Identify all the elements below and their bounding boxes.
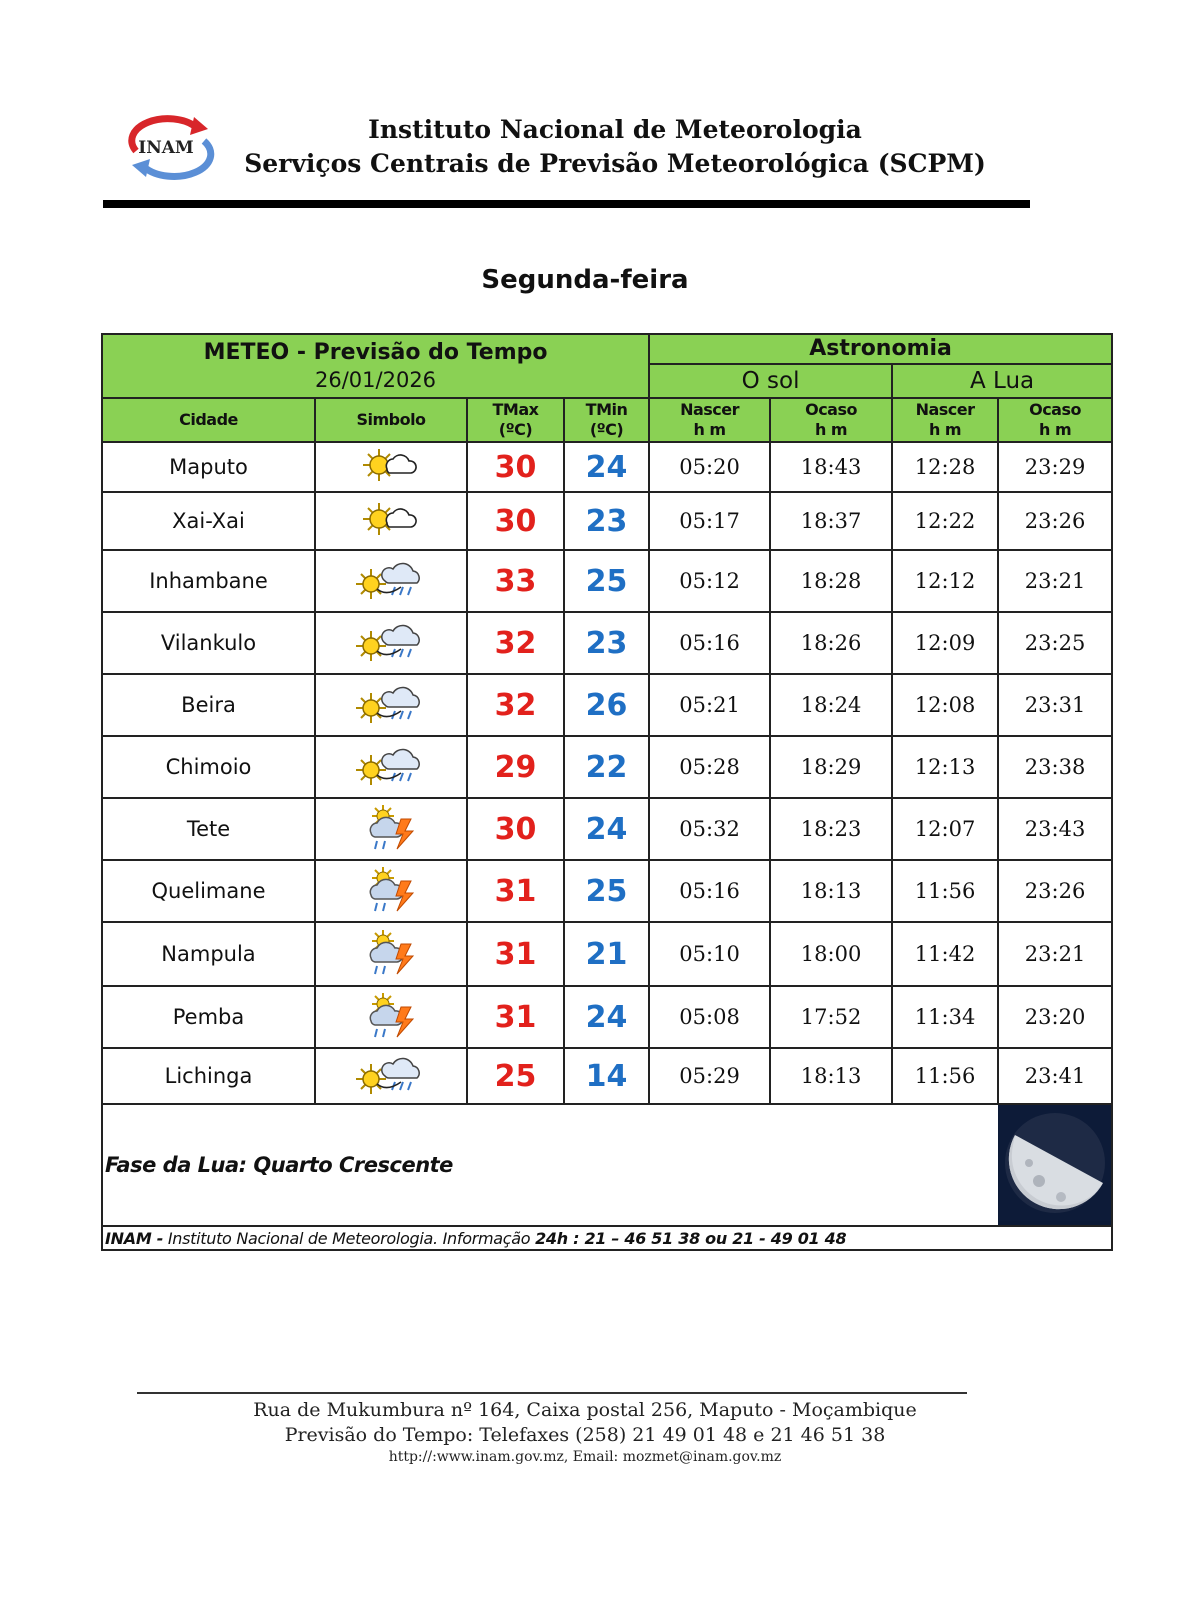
half-moon-icon	[999, 1105, 1111, 1221]
tmin-cell: 14	[564, 1048, 649, 1104]
table-row	[102, 922, 1112, 986]
meteo-title: METEO - Previsão do Tempo	[203, 340, 548, 365]
tmax-cell: 33	[467, 550, 564, 612]
col-sun-rise: Nascer h m	[649, 398, 770, 442]
sun-cloud-icon	[361, 524, 421, 543]
table-row	[102, 612, 1112, 674]
moon-set-cell: 23:21	[998, 550, 1112, 612]
forecast-table	[101, 333, 1113, 1251]
astronomy-title: Astronomia	[649, 334, 1112, 364]
city-cell: Beira	[102, 674, 315, 736]
sun-set-cell: 18:29	[770, 736, 892, 798]
symbol-cell	[315, 798, 467, 860]
phones-line: Previsão do Tempo: Telefaxes (258) 21 49 01 48 e 21 46 51 38	[284, 1424, 886, 1446]
service-name: Serviços Centrais de Previsão Meteorológica (SCPM)	[244, 149, 986, 178]
moon-set-cell: 23:26	[998, 492, 1112, 550]
col-sun-set: Ocaso h m	[770, 398, 892, 442]
moon-set-cell: 23:25	[998, 612, 1112, 674]
svg-text:INAM: INAM	[138, 138, 194, 158]
sun-rain-cloud-icon	[355, 1081, 427, 1100]
city-cell: Nampula	[102, 922, 315, 986]
web-line: http://:www.inam.gov.mz, Email: mozmet@inam.gov.mz	[388, 1449, 782, 1465]
sun-title: O sol	[649, 364, 892, 398]
tmax-cell: 31	[467, 860, 564, 922]
tmax-cell: 30	[467, 492, 564, 550]
symbol-cell	[315, 492, 467, 550]
sun-rise-cell: 05:32	[649, 798, 770, 860]
moon-rise-cell: 11:34	[892, 986, 998, 1048]
city-cell: Lichinga	[102, 1048, 315, 1104]
tmin-cell: 24	[564, 798, 649, 860]
tmin-cell: 24	[564, 986, 649, 1048]
symbol-cell	[315, 986, 467, 1048]
sun-rain-cloud-icon	[355, 710, 427, 729]
table-row	[102, 986, 1112, 1048]
sun-set-cell: 18:13	[770, 1048, 892, 1104]
moon-title: A Lua	[892, 364, 1112, 398]
moon-rise-cell: 11:56	[892, 860, 998, 922]
institute-names	[200, 113, 1030, 181]
tmin-cell: 26	[564, 674, 649, 736]
moon-rise-cell: 12:09	[892, 612, 998, 674]
sun-rise-cell: 05:28	[649, 736, 770, 798]
thunderstorm-icon	[363, 961, 419, 980]
tmin-cell: 23	[564, 612, 649, 674]
symbol-cell	[315, 674, 467, 736]
sun-rise-cell: 05:10	[649, 922, 770, 986]
table-row	[102, 442, 1112, 492]
sun-set-cell: 18:24	[770, 674, 892, 736]
sun-rise-cell: 05:12	[649, 550, 770, 612]
day-title: Segunda-feira	[481, 265, 689, 295]
moon-rise-cell: 12:08	[892, 674, 998, 736]
sun-rain-cloud-icon	[355, 772, 427, 791]
symbol-cell	[315, 612, 467, 674]
moon-phase: Fase da Lua: Quarto Crescente	[102, 1104, 998, 1226]
sun-set-cell: 18:43	[770, 442, 892, 492]
sun-rain-cloud-icon	[355, 648, 427, 667]
col-symbol: Simbolo	[315, 398, 467, 442]
moon-rise-cell: 12:12	[892, 550, 998, 612]
sun-rise-cell: 05:16	[649, 860, 770, 922]
table-row	[102, 550, 1112, 612]
moon-set-cell: 23:41	[998, 1048, 1112, 1104]
sun-set-cell: 18:28	[770, 550, 892, 612]
moon-phase-image	[998, 1104, 1112, 1226]
footer-rule	[137, 1392, 967, 1394]
moon-rise-cell: 11:56	[892, 1048, 998, 1104]
moon-rise-cell: 12:28	[892, 442, 998, 492]
info-line: INAM - Instituto Nacional de Meteorologia. Informação 24h : 21 – 46 51 38 ou 21 - 49 01 48	[102, 1226, 1112, 1250]
sun-rise-cell: 05:21	[649, 674, 770, 736]
sun-set-cell: 18:26	[770, 612, 892, 674]
tmax-cell: 31	[467, 922, 564, 986]
meteo-header-cell	[102, 334, 649, 398]
tmin-cell: 23	[564, 492, 649, 550]
footer-address	[0, 1398, 1170, 1466]
symbol-cell	[315, 1048, 467, 1104]
city-cell: Pemba	[102, 986, 315, 1048]
tmin-cell: 22	[564, 736, 649, 798]
city-cell: Inhambane	[102, 550, 315, 612]
table-row	[102, 736, 1112, 798]
city-cell: Maputo	[102, 442, 315, 492]
sun-set-cell: 18:00	[770, 922, 892, 986]
moon-set-cell: 23:29	[998, 442, 1112, 492]
sun-set-cell: 18:23	[770, 798, 892, 860]
tmax-cell: 29	[467, 736, 564, 798]
table-row	[102, 492, 1112, 550]
moon-set-cell: 23:43	[998, 798, 1112, 860]
thunderstorm-icon	[363, 898, 419, 917]
moon-rise-cell: 11:42	[892, 922, 998, 986]
tmax-cell: 30	[467, 798, 564, 860]
sun-rise-cell: 05:17	[649, 492, 770, 550]
thunderstorm-icon	[363, 1024, 419, 1043]
moon-set-cell: 23:20	[998, 986, 1112, 1048]
tmin-cell: 21	[564, 922, 649, 986]
symbol-cell	[315, 922, 467, 986]
moon-set-cell: 23:38	[998, 736, 1112, 798]
sun-set-cell: 18:37	[770, 492, 892, 550]
sun-rise-cell: 05:16	[649, 612, 770, 674]
tmin-cell: 25	[564, 860, 649, 922]
table-row	[102, 798, 1112, 860]
col-tmin: TMin (ºC)	[564, 398, 649, 442]
tmin-cell: 25	[564, 550, 649, 612]
sun-set-cell: 18:13	[770, 860, 892, 922]
col-city: Cidade	[102, 398, 315, 442]
sun-rain-cloud-icon	[355, 586, 427, 605]
sun-rise-cell: 05:29	[649, 1048, 770, 1104]
table-row	[102, 674, 1112, 736]
tmax-cell: 32	[467, 674, 564, 736]
moon-rise-cell: 12:07	[892, 798, 998, 860]
city-cell: Quelimane	[102, 860, 315, 922]
col-moon-rise: Nascer h m	[892, 398, 998, 442]
tmax-cell: 30	[467, 442, 564, 492]
tmin-cell: 24	[564, 442, 649, 492]
moon-set-cell: 23:21	[998, 922, 1112, 986]
tmax-cell: 25	[467, 1048, 564, 1104]
table-row	[102, 860, 1112, 922]
sun-rise-cell: 05:20	[649, 442, 770, 492]
city-cell: Chimoio	[102, 736, 315, 798]
moon-rise-cell: 12:13	[892, 736, 998, 798]
address-line: Rua de Mukumbura nº 164, Caixa postal 256, Maputo - Moçambique	[253, 1399, 917, 1421]
forecast-date: 26/01/2026	[315, 368, 437, 392]
institute-name: Instituto Nacional de Meteorologia	[368, 115, 862, 144]
sun-cloud-icon	[361, 470, 421, 489]
sun-set-cell: 17:52	[770, 986, 892, 1048]
sun-rise-cell: 05:08	[649, 986, 770, 1048]
moon-set-cell: 23:31	[998, 674, 1112, 736]
table-row	[102, 1048, 1112, 1104]
symbol-cell	[315, 860, 467, 922]
city-cell: Vilankulo	[102, 612, 315, 674]
col-moon-set: Ocaso h m	[998, 398, 1112, 442]
col-tmax: TMax (ºC)	[467, 398, 564, 442]
tmax-cell: 32	[467, 612, 564, 674]
moon-set-cell: 23:26	[998, 860, 1112, 922]
moon-rise-cell: 12:22	[892, 492, 998, 550]
thunderstorm-icon	[363, 836, 419, 855]
symbol-cell	[315, 550, 467, 612]
page-header	[100, 105, 1030, 205]
symbol-cell	[315, 442, 467, 492]
header-rule	[103, 200, 1030, 208]
city-cell: Tete	[102, 798, 315, 860]
symbol-cell	[315, 736, 467, 798]
tmax-cell: 31	[467, 986, 564, 1048]
city-cell: Xai-Xai	[102, 492, 315, 550]
